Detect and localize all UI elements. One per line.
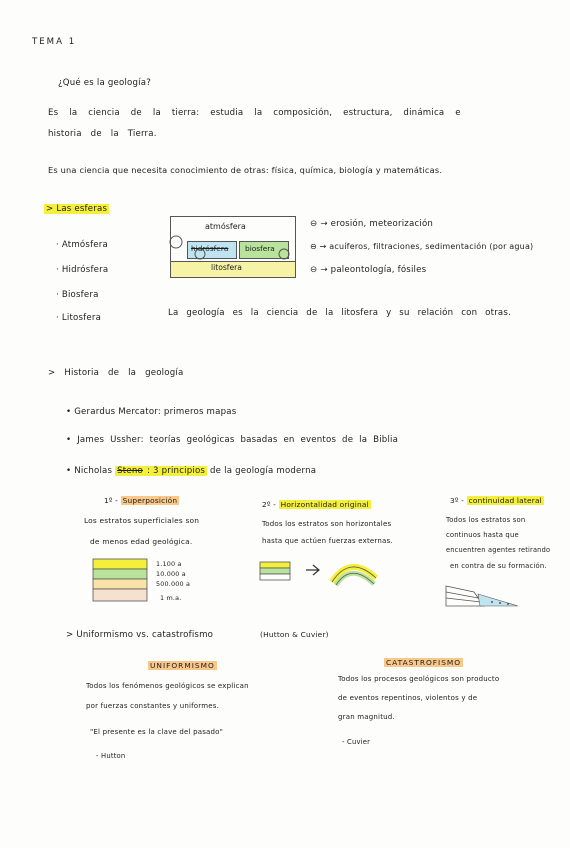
catastrofismo-line-3: gran magnitud. bbox=[338, 713, 395, 721]
hidrosfera-label: hidrósfera bbox=[191, 244, 229, 253]
uniformismo-line-2: por fuerzas constantes y uniformes. bbox=[86, 702, 220, 710]
esfera-item-biosfera: · Biosfera bbox=[56, 290, 99, 300]
strata-age-3: 500.000 a bbox=[156, 580, 191, 588]
continuity-diagram bbox=[444, 580, 520, 608]
relation-3: ⊖ → paleontología, fósiles bbox=[310, 265, 427, 275]
biosfera-label: biosfera bbox=[245, 244, 275, 253]
uniformismo-authors: (Hutton & Cuvier) bbox=[260, 630, 329, 639]
tema-heading: TEMA 1 bbox=[32, 37, 77, 47]
catastrofismo-line-1: Todos los procesos geológicos son producto bbox=[338, 675, 500, 683]
catastrofismo-line-2: de eventos repentinos, violentos y de bbox=[338, 694, 478, 702]
bullet-3-mid: : 3 principios bbox=[146, 466, 206, 476]
esferas-summary: La geología es la ciencia de la litosfera y su relación con otras. bbox=[168, 308, 511, 318]
atmosfera-label: atmósfera bbox=[205, 222, 246, 231]
intro-line-3: Es una ciencia que necesita conocimiento de otras: física, química, biología y matemáticas. bbox=[48, 165, 443, 175]
principle-2-line-2: hasta que actúen fuerzas externas. bbox=[262, 537, 393, 545]
principle-3-title: continuidad lateral bbox=[468, 496, 542, 505]
principle-1-heading: 1º - Superposición bbox=[104, 496, 178, 505]
esferas-heading: > Las esferas bbox=[46, 204, 108, 214]
relation-1: ⊖ → erosión, meteorización bbox=[310, 219, 434, 229]
principle-3-line-1: Todos los estratos son bbox=[446, 516, 526, 524]
strata-age-1: 1.100 a bbox=[156, 560, 182, 568]
strata-age-2: 10.000 a bbox=[156, 570, 186, 578]
strata-age-4: 1 m.a. bbox=[160, 594, 182, 602]
bullet-3-post: de la geología moderna bbox=[210, 466, 317, 476]
principle-3-line-2: continuos hasta que bbox=[446, 531, 519, 539]
esfera-item-hidrosfera: · Hidrósfera bbox=[56, 265, 109, 275]
uniformismo-heading: > Uniformismo vs. catastrofismo bbox=[66, 630, 214, 640]
horizontality-diagram bbox=[258, 552, 398, 586]
intro-line-2: historia de la Tierra. bbox=[48, 129, 157, 139]
catastrofismo-author: - Cuvier bbox=[342, 738, 371, 746]
uniformismo-title: UNIFORMISMO bbox=[150, 661, 215, 670]
historia-bullet-3 bbox=[66, 466, 316, 476]
bullet-3-name: Steno bbox=[117, 466, 143, 476]
historia-heading: > Historia de la geología bbox=[48, 368, 184, 378]
principle-1-title: Superposición bbox=[122, 496, 178, 505]
principle-1-line-2: de menos edad geológica. bbox=[90, 537, 193, 546]
historia-bullet-1: • Gerardus Mercator: primeros mapas bbox=[66, 407, 237, 417]
historia-bullet-2: • James Ussher: teorías geológicas basadas en eventos de la Biblia bbox=[66, 435, 399, 445]
uniformismo-quote: "El presente es la clave del pasado" bbox=[90, 728, 224, 736]
strata-diagram bbox=[92, 558, 148, 608]
principle-3-line-4: en contra de su formación. bbox=[450, 562, 547, 570]
relation-2: ⊖ → acuíferos, filtraciones, sedimentación (por agua) bbox=[310, 242, 534, 251]
principle-3-heading: 3º - continuidad lateral bbox=[450, 496, 542, 505]
uniformismo-author: - Hutton bbox=[96, 752, 126, 760]
catastrofismo-title: CATASTROFISMO bbox=[386, 658, 462, 667]
principle-1-line-1: Los estratos superficiales son bbox=[84, 516, 200, 525]
uniformismo-line-1: Todos los fenómenos geológicos se explican bbox=[86, 682, 249, 690]
esfera-item-litosfera: · Litosfera bbox=[56, 313, 102, 323]
principle-2-heading: 2º - Horizontalidad original bbox=[262, 500, 369, 509]
principle-3-line-3: encuentren agentes retirando bbox=[446, 546, 551, 554]
litosfera-label: litosfera bbox=[211, 263, 242, 272]
esfera-item-atmosfera: · Atmósfera bbox=[56, 240, 108, 250]
principle-2-title: Horizontalidad original bbox=[280, 500, 369, 509]
intro-line-1: Es la ciencia de la tierra: estudia la composición, estructura, dinámica e bbox=[48, 108, 461, 118]
intro-question: ¿Qué es la geología? bbox=[58, 78, 151, 88]
diagram-circles bbox=[160, 228, 310, 268]
principle-2-line-1: Todos los estratos son horizontales bbox=[262, 520, 392, 528]
bullet-3-pre: • Nicholas bbox=[66, 466, 113, 476]
